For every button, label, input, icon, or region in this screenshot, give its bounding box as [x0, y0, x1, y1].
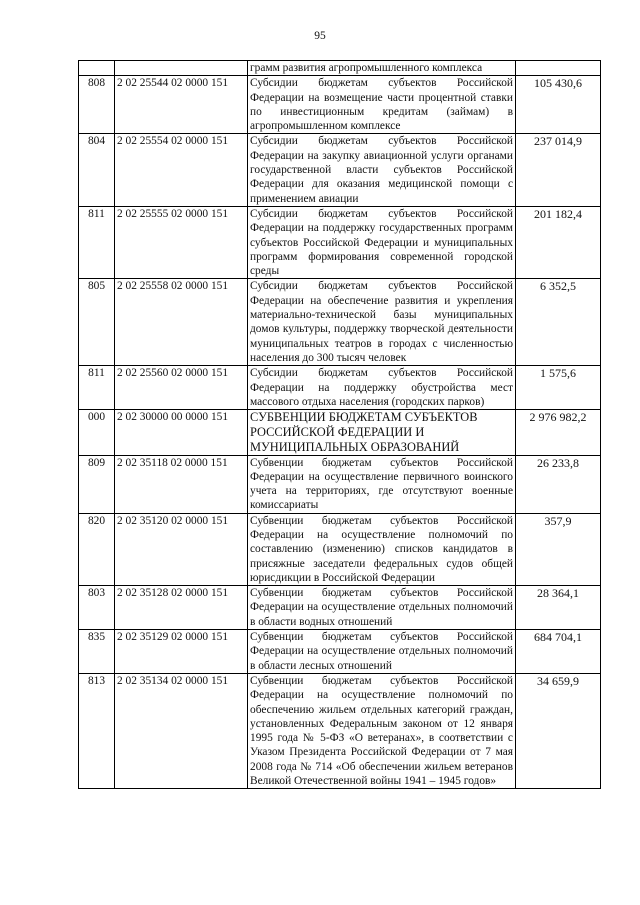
description-cell: Субсидии бюджетам субъектов Российской Федерации на поддержку обустройства мест массового отдыха населения (городских парков)	[248, 366, 516, 410]
budget-code-cell	[115, 61, 248, 76]
budget-code-cell: 2 02 35118 02 0000 151	[115, 455, 248, 513]
table-row	[79, 586, 601, 630]
amount-cell: 237 014,9	[516, 134, 601, 206]
table-row	[79, 134, 601, 206]
table-row	[79, 410, 601, 455]
amount-cell: 34 659,9	[516, 673, 601, 788]
amount-cell: 105 430,6	[516, 76, 601, 134]
table-row	[79, 366, 601, 410]
description-cell: Субсидии бюджетам субъектов Российской Федерации на закупку авиационной услуги органами государственной власти субъектов Российской Федерации для оказания медицинской помощи с применением авиации	[248, 134, 516, 206]
admin-code-cell: 805	[79, 279, 115, 366]
table-row	[79, 455, 601, 513]
admin-code-cell: 804	[79, 134, 115, 206]
admin-code-cell: 000	[79, 410, 115, 455]
amount-cell: 684 704,1	[516, 630, 601, 674]
admin-code-cell: 809	[79, 455, 115, 513]
amount-cell: 28 364,1	[516, 586, 601, 630]
budget-code-cell: 2 02 25544 02 0000 151	[115, 76, 248, 134]
amount-cell: 1 575,6	[516, 366, 601, 410]
table-row	[79, 630, 601, 674]
amount-cell: 6 352,5	[516, 279, 601, 366]
amount-cell: 357,9	[516, 513, 601, 585]
admin-code-cell: 820	[79, 513, 115, 585]
description-cell: Субвенции бюджетам субъектов Российской Федерации на осуществление первичного воинского учета на территориях, где отсутствуют военные комиссариаты	[248, 455, 516, 513]
budget-revenue-table	[78, 60, 601, 789]
description-cell: Субсидии бюджетам субъектов Российской Федерации на возмещение части процентной ставки по инвестиционным кредитам (займам) в агропромышленном комплексе	[248, 76, 516, 134]
amount-cell: 2 976 982,2	[516, 410, 601, 455]
admin-code-cell: 813	[79, 673, 115, 788]
budget-code-cell: 2 02 25560 02 0000 151	[115, 366, 248, 410]
continuation-text: грамм развития агропромышленного комплекса	[248, 61, 516, 76]
table-row	[79, 76, 601, 134]
budget-code-cell: 2 02 35129 02 0000 151	[115, 630, 248, 674]
description-cell: Субсидии бюджетам субъектов Российской Федерации на обеспечение развития и укрепления материально-технической базы муниципальных домов культуры, поддержку творческой деятельности муниципальных театров в городах с численностью населения до 300 тысяч человек	[248, 279, 516, 366]
admin-code-cell: 808	[79, 76, 115, 134]
description-cell: Субвенции бюджетам субъектов Российской Федерации на осуществление полномочий по составлению (изменению) списков кандидатов в присяжные заседатели федеральных судов общей юрисдикции в Российской Федерации	[248, 513, 516, 585]
admin-code-cell: 811	[79, 206, 115, 278]
page-number: 95	[314, 30, 326, 42]
continuation-row	[79, 61, 601, 76]
admin-code-cell	[79, 61, 115, 76]
budget-code-cell: 2 02 30000 00 0000 151	[115, 410, 248, 455]
admin-code-cell: 811	[79, 366, 115, 410]
description-cell: Субвенции бюджетам субъектов Российской Федерации на осуществление отдельных полномочий в области водных отношений	[248, 586, 516, 630]
budget-code-cell: 2 02 25554 02 0000 151	[115, 134, 248, 206]
description-cell: Субвенции бюджетам субъектов Российской Федерации на осуществление полномочий по обеспечению жильем отдельных категорий граждан, установленных Федеральным законом от 12 января 1995 года № 5-ФЗ «О ветеранах», в соответствии с Указом Президента Российской Федерации от 7 мая 2008 года № 714 «Об обеспечении жильем ветеранов Великой Отечественной войны 1941 – 1945 годов»	[248, 673, 516, 788]
description-cell: СУБВЕНЦИИ БЮДЖЕТАМ СУБЪЕКТОВ РОССИЙСКОЙ ФЕДЕРАЦИИ И МУНИЦИПАЛЬНЫХ ОБРАЗОВАНИЙ	[248, 410, 516, 455]
budget-code-cell: 2 02 35120 02 0000 151	[115, 513, 248, 585]
table-row	[79, 673, 601, 788]
budget-code-cell: 2 02 25558 02 0000 151	[115, 279, 248, 366]
amount-cell: 26 233,8	[516, 455, 601, 513]
admin-code-cell: 835	[79, 630, 115, 674]
table-row	[79, 206, 601, 278]
table-row	[79, 279, 601, 366]
admin-code-cell: 803	[79, 586, 115, 630]
amount-cell	[516, 61, 601, 76]
budget-code-cell: 2 02 35134 02 0000 151	[115, 673, 248, 788]
description-cell: Субвенции бюджетам субъектов Российской Федерации на осуществление отдельных полномочий в области лесных отношений	[248, 630, 516, 674]
budget-code-cell: 2 02 35128 02 0000 151	[115, 586, 248, 630]
budget-code-cell: 2 02 25555 02 0000 151	[115, 206, 248, 278]
amount-cell: 201 182,4	[516, 206, 601, 278]
table-row	[79, 513, 601, 585]
description-cell: Субсидии бюджетам субъектов Российской Федерации на поддержку государственных программ субъектов Российской Федерации и муниципальных программ формирования современной городской среды	[248, 206, 516, 278]
